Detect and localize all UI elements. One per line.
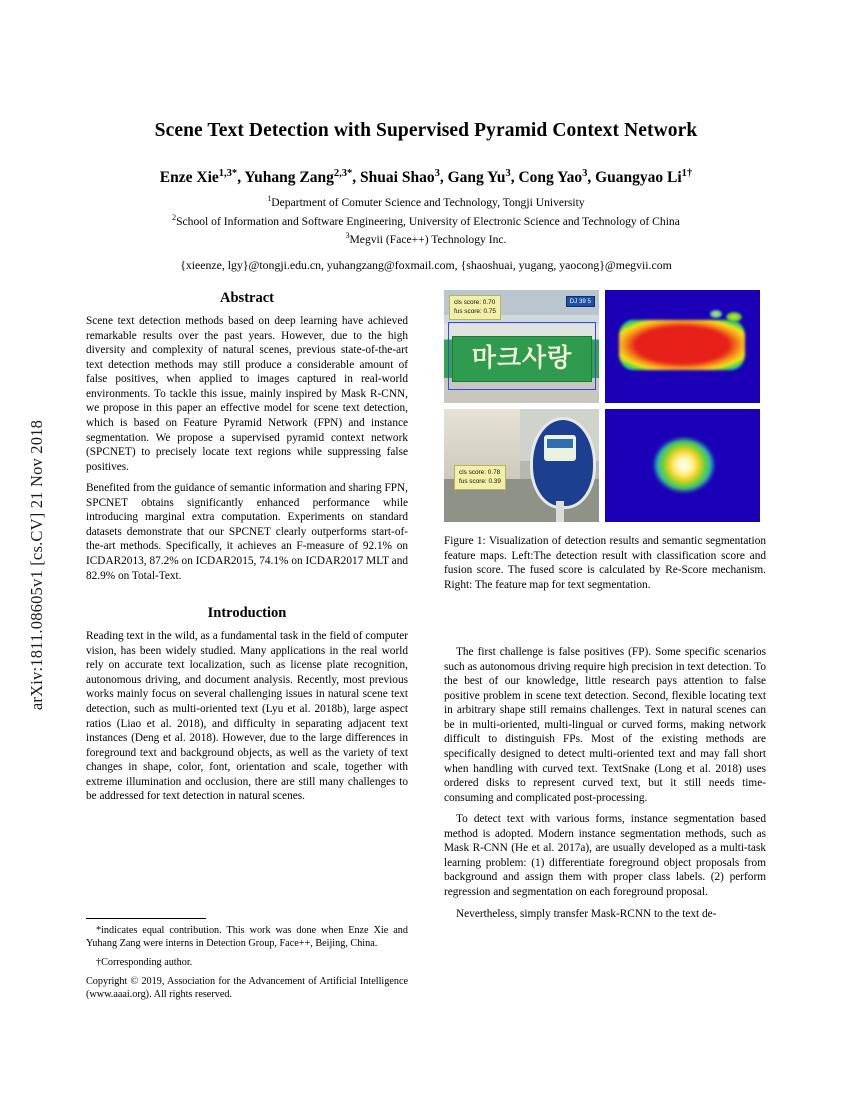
heatmap-dot-2 [710,310,722,318]
left-column [86,290,408,811]
author-list: Enze Xie$^{1,3*}$, Yuhang Zang$^{2,3*}$, Shuai Shao$^3$, Gang Yu$^3$, Cong Yao$^3$, Guangyao $Li^{1\dagger}$ [159,168,693,187]
right-paragraph-3: Nevertheless, simply transfer Mask-RCNN to the text de- [456,907,717,920]
author-mark-5: 3 [582,168,588,179]
figure-1-caption-text: Visualization of detection results and semantic segmentation feature maps. Left:The detection result with classification score and fusion score. The fused score is calculated by Re-Score mechanism. Right: The feature map for text segmentation. [444,535,766,592]
author-mark-1: 1,3* [218,168,238,179]
sign-pole [556,501,564,522]
affiliation-2-text: School of Information and Software Engineering, University of Electronic Science and Technology of China [176,214,680,228]
author-mark-4: 3 [505,168,511,179]
affiliation-2-sup: 2 [172,212,177,222]
right-paragraph-1: The first challenge is false positives (FP). Some specific scenarios such as autonomous driving require high precision in text detection. To the best of our knowledge, little research pays attention to false positive problem in scene text detection. Second, flexible locating text in arbitrary shape still remains challenges. Text in natural scenes can be in multi-oriented, multi-lingual or curved forms, making network difficult to distinguish FPs. Most of the existing methods are specifically designed to detect multi-oriented text and may fall short when handling with curved text. TextSnake (Long et al. 2018) uses ordered disks to represent curved text, but it still needs time-consuming and complicated post-processing. [444,646,766,804]
right-paragraph-2: To detect text with various forms, instance segmentation based method is adopted. Modern instance segmentation methods, such as Mask R-CNN (He et al. 2017a), are usually developed as a multi-task learning problem: (1) differentiate foreground object proposals from background and assign them with proper class labels. (2) perform regression and segmentation on each foreground proposal. [444,813,766,898]
sign-text: 마크사랑 [471,343,573,372]
score-overlay-1 [449,295,501,320]
right-column-lower [444,645,766,928]
fus-score-2: fus score: 0.39 [459,478,501,486]
footnote-corresponding-author: †Corresponding author. [96,956,193,968]
author-emails: {xieenze, lgy}@tongji.edu.cn, yuhangzang@foxmail.com, {shaoshuai, yugang, yaocong}@megvii.com [180,258,672,273]
footnotes [86,918,408,1011]
author-mark-3: 3 [434,168,440,179]
affiliation-1 [86,193,766,212]
figure-panel-detection-sign [444,290,599,403]
author-mark-2: 2,3* [333,168,353,179]
cls-score-1: cls score: 0.70 [454,299,496,306]
figure-panel-heatmap-bus [605,409,760,522]
figure-1-caption [444,534,766,593]
footnote-rule [86,918,206,919]
heatmap-blob-2 [655,439,713,491]
cls-score-2: cls score: 0.78 [459,469,501,476]
abstract-heading: Abstract [220,290,274,306]
abstract-paragraph-1: Scene text detection methods based on deep learning have achieved remarkable results over the past years. However, due to the high diversity and complexity of natural scenes, previous state-of-the-art text detection methods may still produce a considerable amount of false positives, when applied to images captured in real-world environments. To tackle this issue, mainly inspired by Mask R-CNN, we propose in this paper an effective model for scene text detection, which is based on Feature Pyramid Network (FPN) and instance segmentation. We propose a supervised pyramid context network (SPCNET) to precisely locate text regions while suppressing false positives. [86,315,408,473]
fus-score-1: fus score: 0.75 [454,308,496,316]
affiliation-3-sup: 3 [345,231,350,241]
figure-panel-detection-bus [444,409,599,522]
introduction-paragraph-1: Reading text in the wild, as a fundamental task in the field of computer vision, has been widely studied. Many applications in the real world rely on accurate text localization, such as license plate recognition, autonomous driving, and document analysis. Recently, most previous works mainly focus on several challenging issues in natural scene text detection, such as multi-oriented text (Lyu et al. 2018b), large aspect ratios (Liao et al. 2018), and difficulty in separating adjacent text instances (Deng et al. 2018). However, due to the large differences in foreground text and background objects, as well as the variety of text changes in shape, color, font, orientation and scale, together with extreme illumination and occlusion, there are still many challenges to be addressed for text detection in natural scenes. [86,630,408,803]
right-column [444,290,766,593]
score-overlay-2 [454,465,506,490]
page-title: Scene Text Detection with Supervised Pyramid Context Network [154,120,698,141]
figure-1 [444,290,766,593]
figure-1-grid [444,290,766,522]
paper-header [86,120,766,273]
author-mark-6: 1† [681,168,693,179]
heatmap-dot-1 [726,312,742,322]
bus-sign-post [530,417,596,509]
heatmap-blob [619,320,745,370]
bus-window [547,439,573,448]
figure-1-label: Figure 1: [444,535,486,547]
affiliation-3-text: Megvii (Face++) Technology Inc. [349,233,507,247]
affiliation-1-sup: 1 [267,194,272,204]
affiliation-2 [86,212,766,231]
figure-panel-heatmap-sign [605,290,760,403]
detection-box [448,322,596,390]
abstract-paragraph-2: Benefited from the guidance of semantic information and sharing FPN, SPCNET obtains significantly enhanced performance while introducing marginal extra computation. Experiments on standard datasets demonstrate that our SPCNET clearly outperforms start-of-the-art methods. Specifically, it achieves an F-measure of 92.1% on ICDAR2013, 87.2% on ICDAR2015, 74.1% on ICDAR2017 MLT and 82.9% on Total-Text. [86,482,408,582]
footnote-equal-contribution: *indicates equal contribution. This work was done when Enze Xie and Yuhang Zang were interns in Detection Group, Face++, Beijing, China. [86,925,408,950]
affiliation-3 [86,230,766,249]
side-plate-text: DJ 39 5 [566,296,595,307]
affiliation-1-text: Department of Comuter Science and Technology, Tongji University [271,196,585,210]
introduction-heading: Introduction [207,605,287,622]
copyright-notice: Copyright © 2019, Association for the Advancement of Artificial Intelligence (www.aaai.org). All rights reserved. [86,975,408,1000]
arxiv-stamp: arXiv:1811.08605v1 [cs.CV] 21 Nov 2018 [27,419,46,711]
